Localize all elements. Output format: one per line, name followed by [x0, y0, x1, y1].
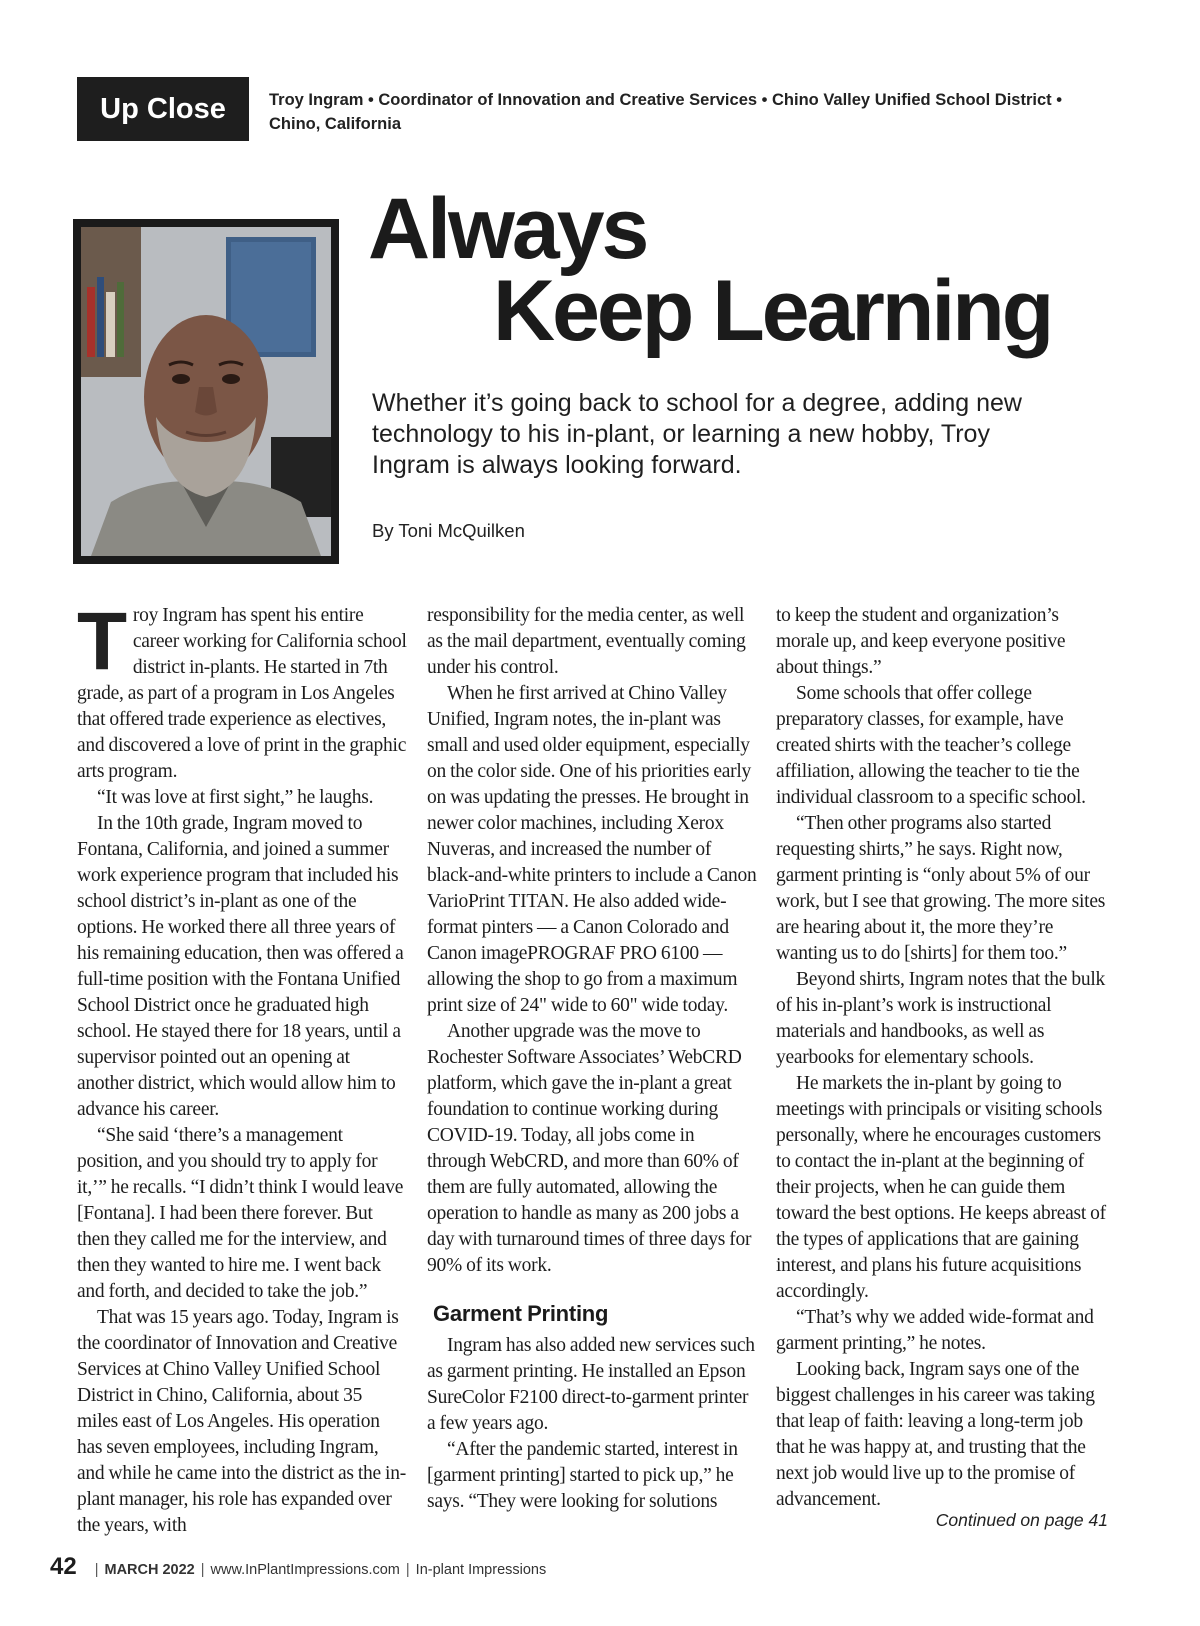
section-tag: Up Close	[77, 77, 249, 141]
page-number: 42	[50, 1553, 77, 1580]
paragraph: Beyond shirts, Ingram notes that the bulk of his in-plant’s work is instructional materials and handbooks, as well as yearbooks for elementary schools.	[776, 969, 1105, 1068]
article-headline	[368, 181, 1052, 359]
drop-cap: T	[77, 596, 127, 687]
footer-separator: |	[405, 1562, 410, 1578]
body-column-1	[77, 596, 407, 1539]
website-link[interactable]: www.InPlantImpressions.com	[210, 1562, 400, 1578]
section-subhead: Garment Printing	[433, 1301, 609, 1326]
publication-name: In-plant Impressions	[415, 1562, 547, 1578]
byline: By Toni McQuilken	[372, 520, 525, 541]
footer-separator: |	[94, 1562, 99, 1578]
paragraph: “It was love at first sight,” he laughs.	[97, 787, 374, 808]
paragraph: Ingram has also added new services such as garment printing. He installed an Epson SureColor F2100 direct-to-garment printer a few years ago.	[427, 1335, 755, 1434]
paragraph: He markets the in-plant by going to meetings with principals or visiting schools personally, where he encourages customers to contact the in-plant at the beginning of their projects, when he can guide them toward the best options. He keeps abreast of the types of applications that are gaining interest, and plans his future acquisitions accordingly.	[776, 1073, 1106, 1302]
paragraph-text: roy Ingram has spent his entire career working for California school district in-plants. He started in 7th grade, as part of a program in Los Angeles that offered trade experience as electives, and discovered a love of print in the graphic arts program.	[77, 605, 407, 782]
paragraph: “Then other programs also started requesting shirts,” he says. Right now, garment printing is “only about 5% of our work, but I see that growing. The more sites are hearing about it, the more they’re wanting us to do [shirts] for them too.”	[776, 813, 1106, 964]
paragraph: “After the pandemic started, interest in [garment printing] started to pick up,” he says. “They were looking for solutions	[427, 1439, 738, 1512]
subject-info-line-1: Troy Ingram • Coordinator of Innovation and Creative Services • Chino Valley Unified School District •	[269, 91, 1062, 109]
issue-date: MARCH 2022	[104, 1562, 195, 1578]
paragraph: That was 15 years ago. Today, Ingram is the coordinator of Innovation and Creative Services at Chino Valley Unified School District in Chino, California, about 35 miles east of Los Angeles. His operation has seven employees, including Ingram, and while he came into the district as the in-plant manager, his role has expanded over the years, with	[77, 1307, 406, 1536]
continued-note: Continued on page 41	[935, 1510, 1108, 1530]
deck-line-3: Ingram is always looking forward.	[372, 451, 742, 479]
paragraph: When he first arrived at Chino Valley Unified, Ingram notes, the in-plant was small and used older equipment, especially on the color side. One of his priorities early on was updating the presses. He brought in newer color machines, including Xerox Nuveras, and increased the number of black-and-white printers to include a Canon VarioPrint TITAN. He also added wide-format pinters — a Canon Colorado and Canon imagePROGRAF PRO 6100 — allowing the shop to go from a maximum print size of 24" wide to 60" wide today.	[427, 683, 757, 1016]
body-column-2	[427, 603, 757, 1515]
headline-line-1: Always	[368, 181, 647, 277]
paragraph: Another upgrade was the move to Rochester Software Associates’ WebCRD platform, which gave the in-plant a great foundation to continue working during COVID-19. Today, all jobs come in through WebCRD, and more than 60% of them are fully automated, allowing the operation to handle as many as 200 jobs a day with turnaround times of three days for 90% of its work.	[427, 1021, 752, 1276]
paragraph: Looking back, Ingram says one of the biggest challenges in his career was taking that leap of faith: leaving a long-term job that he was happy at, and trusting that the next job would live up to the promise of advancement.	[776, 1359, 1095, 1510]
body-column-3	[776, 603, 1106, 1513]
paragraph	[77, 596, 407, 785]
paragraph: “That’s why we added wide-format and garment printing,” he notes.	[776, 1307, 1094, 1354]
headline-line-2: Keep Learning	[493, 263, 1052, 359]
subject-info	[269, 88, 1109, 136]
portrait-photo	[73, 219, 339, 564]
deck-line-1: Whether it’s going back to school for a degree, adding new	[372, 389, 1022, 417]
deck-line-2: technology to his in-plant, or learning a new hobby, Troy	[372, 420, 990, 448]
article-deck	[372, 388, 1112, 481]
footer-separator: |	[200, 1562, 205, 1578]
paragraph: responsibility for the media center, as well as the mail department, eventually coming under his control.	[427, 605, 746, 678]
paragraph: “She said ‘there’s a management position, and you should try to apply for it,’” he recalls. “I didn’t think I would leave [Fontana]. I had been there forever. But then they called me for the interview, and then they wanted to hire me. I went back and forth, and decided to take the job.”	[77, 1125, 404, 1302]
paragraph: Some schools that offer college preparatory classes, for example, have created shirts with the teacher’s college affiliation, allowing the teacher to tie the individual classroom to a specific school.	[776, 683, 1086, 808]
subject-info-line-2: Chino, California	[269, 115, 401, 133]
page-footer	[50, 1553, 546, 1581]
paragraph: In the 10th grade, Ingram moved to Fontana, California, and joined a summer work experience program that included his school district’s in-plant as one of the options. He worked there all three years of his remaining education, then was offered a full-time position with the Fontana Unified School District once he graduated high school. He stayed there for 18 years, until a supervisor pointed out an opening at another district, which would allow him to advance his career.	[77, 813, 404, 1120]
paragraph: to keep the student and organization’s morale up, and keep everyone positive about things.”	[776, 605, 1066, 678]
portrait-image	[81, 227, 331, 556]
